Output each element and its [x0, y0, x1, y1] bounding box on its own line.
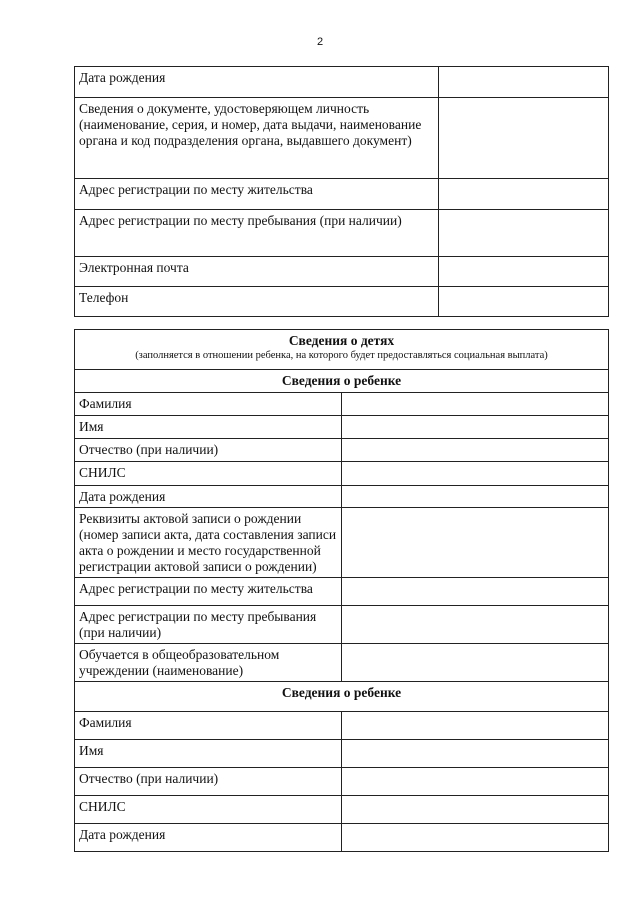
row-label: Имя: [75, 740, 342, 768]
table-row: [75, 508, 609, 578]
table-row: [75, 287, 609, 317]
row-label: СНИЛС: [75, 462, 342, 486]
value-cell[interactable]: [342, 486, 609, 508]
table-row: [75, 796, 609, 824]
row-label: Адрес регистрации по месту жительства: [75, 578, 342, 606]
table-row: [75, 462, 609, 486]
value-cell[interactable]: [439, 287, 609, 317]
value-cell[interactable]: [439, 67, 609, 98]
value-cell[interactable]: [342, 439, 609, 462]
section-header-row: [75, 330, 609, 370]
table-row: [75, 578, 609, 606]
value-cell[interactable]: [439, 210, 609, 257]
table-row: [75, 486, 609, 508]
value-cell[interactable]: [342, 768, 609, 796]
table-row: [75, 644, 609, 682]
row-label: СНИЛС: [75, 796, 342, 824]
row-label: Электронная почта: [75, 257, 439, 287]
table-row: [75, 768, 609, 796]
section-header-row: [75, 682, 609, 712]
row-label: Сведения о документе, удостоверяющем личность (наименование, серия, и номер, дата выдачи, наименование органа и код подразделения органа, выдавшего документ): [75, 98, 439, 179]
table-row: [75, 740, 609, 768]
value-cell[interactable]: [342, 462, 609, 486]
value-cell[interactable]: [342, 393, 609, 416]
row-label: Адрес регистрации по месту жительства: [75, 179, 439, 210]
table-row: [75, 257, 609, 287]
table-row: [75, 824, 609, 852]
row-label: Имя: [75, 416, 342, 439]
row-label: Дата рождения: [75, 486, 342, 508]
table-row: [75, 439, 609, 462]
row-label: Отчество (при наличии): [75, 439, 342, 462]
children-section-header: [75, 330, 609, 370]
child-2-heading: Сведения о ребенке: [75, 682, 609, 712]
value-cell[interactable]: [342, 796, 609, 824]
row-label: Дата рождения: [75, 824, 342, 852]
table-row: [75, 416, 609, 439]
value-cell[interactable]: [342, 712, 609, 740]
child-1-heading: Сведения о ребенке: [75, 370, 609, 393]
value-cell[interactable]: [342, 644, 609, 682]
table-row: [75, 67, 609, 98]
table-row: [75, 210, 609, 257]
row-label: Фамилия: [75, 393, 342, 416]
value-cell[interactable]: [439, 257, 609, 287]
value-cell[interactable]: [439, 98, 609, 179]
section-header-row: [75, 370, 609, 393]
value-cell[interactable]: [342, 740, 609, 768]
row-label: Реквизиты актовой записи о рождении (номер записи акта, дата составления записи акта о рождении и место государственной регистрации актовой записи о рождении): [75, 508, 342, 578]
value-cell[interactable]: [342, 606, 609, 644]
row-label: Адрес регистрации по месту пребывания (при наличии): [75, 606, 342, 644]
row-label: Адрес регистрации по месту пребывания (при наличии): [75, 210, 439, 257]
children-section-subtitle: (заполняется в отношении ребенка, на которого будет предоставляться социальная выплата): [135, 350, 548, 361]
value-cell[interactable]: [342, 578, 609, 606]
table-row: [75, 98, 609, 179]
children-section-title: Сведения о детях: [288, 333, 395, 348]
row-label: Фамилия: [75, 712, 342, 740]
table-row: [75, 606, 609, 644]
table-row: [75, 712, 609, 740]
table-row: [75, 179, 609, 210]
applicant-table: [74, 66, 609, 317]
children-table: [74, 329, 609, 852]
value-cell[interactable]: [342, 416, 609, 439]
row-label: Дата рождения: [75, 67, 439, 98]
row-label: Телефон: [75, 287, 439, 317]
value-cell[interactable]: [439, 179, 609, 210]
page-number: 2: [316, 36, 324, 48]
table-row: [75, 393, 609, 416]
value-cell[interactable]: [342, 508, 609, 578]
row-label: Обучается в общеобразовательном учреждении (наименование): [75, 644, 342, 682]
value-cell[interactable]: [342, 824, 609, 852]
row-label: Отчество (при наличии): [75, 768, 342, 796]
